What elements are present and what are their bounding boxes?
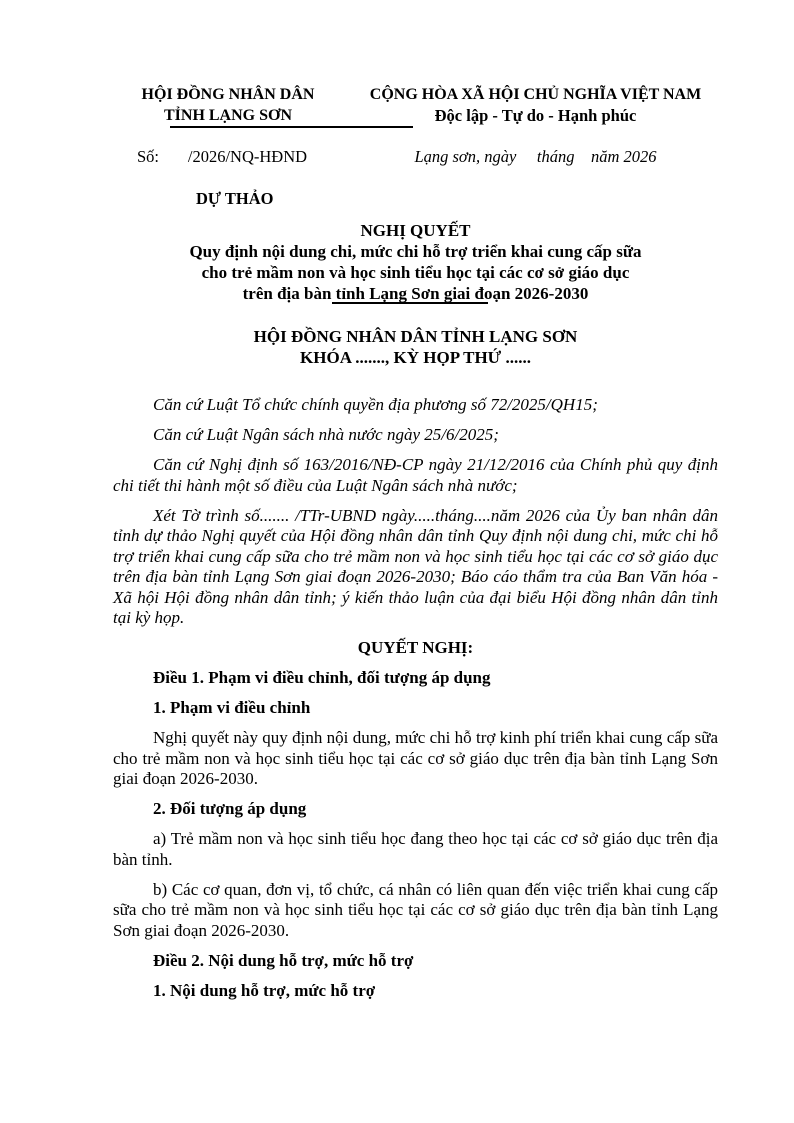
- article-heading: Điều 1. Phạm vi điều chỉnh, đối tượng áp dụng: [153, 668, 491, 687]
- national-motto: Độc lập - Tự do - Hạnh phúc: [434, 106, 637, 125]
- submission-review-paragraph: Xét Tờ trình số....... /TTr-UBND ngày.....tháng....năm 2026 của Ủy ban nhân dân tỉnh dự thảo Nghị quyết của Hội đồng nhân dân tỉnh Quy định nội dung chi, mức chi hỗ trợ triển khai cung cấp sữa cho trẻ mầm non và học sinh tiểu học tại các cơ sở giáo dục trên địa bàn tỉnh Lạng Sơn giai đoạn 2026-2030; Báo cáo thẩm tra của Ban Văn hóa - Xã hội Hội đồng nhân dân tỉnh; ý kiến thảo luận của đại biểu Hội đồng nhân dân tỉnh tại kỳ họp.: [113, 505, 718, 627]
- document-number: Số: /2026/NQ-HĐND: [137, 147, 308, 166]
- authority-underline-rule: [170, 126, 413, 128]
- national-motto-block: [353, 84, 718, 126]
- legal-basis-paragraph: Căn cứ Luật Tổ chức chính quyền địa phương số 72/2025/QH15;: [153, 395, 598, 414]
- body-paragraph: Nghị quyết này quy định nội dung, mức chi hỗ trợ kinh phí triển khai cung cấp sữa cho trẻ mầm non và học sinh tiểu học tại các cơ sở giáo dục trên địa bàn tỉnh Lạng Sơn giai đoạn 2026-2030.: [113, 728, 718, 788]
- document-title-block: [113, 220, 718, 304]
- document-header: [113, 84, 718, 126]
- resolving-authority-name: HỘI ĐỒNG NHÂN DÂN TỈNH LẠNG SƠN: [253, 327, 578, 346]
- legal-basis-paragraph: Căn cứ Nghị định số 163/2016/NĐ-CP ngày 21/12/2016 của Chính phủ quy định chi tiết thi hành một số điều của Luật Ngân sách nhà nước;: [113, 455, 718, 495]
- preamble-section: [113, 395, 718, 629]
- draft-label: DỰ THẢO: [196, 189, 274, 208]
- session-line: KHÓA ......., KỲ HỌP THỨ ......: [300, 348, 531, 367]
- body-paragraph: b) Các cơ quan, đơn vị, tổ chức, cá nhân có liên quan đến việc triển khai cung cấp sữa cho trẻ mầm non và học sinh tiểu học tại các cơ sở giáo dục trên địa bàn tỉnh Lạng Sơn giai đoạn 2026-2030.: [113, 879, 718, 940]
- legal-basis-paragraph: Căn cứ Luật Ngân sách nhà nước ngày 25/6/2025;: [153, 425, 499, 444]
- resolution-heading: QUYẾT NGHỊ:: [357, 638, 474, 657]
- article-heading: Điều 2. Nội dung hỗ trợ, mức hỗ trợ: [153, 950, 414, 970]
- document-title-line-3: trên địa bàn tỉnh Lạng Sơn giai đoạn 2026-2030: [242, 284, 589, 303]
- number-and-date-row: [113, 146, 718, 167]
- resolving-authority-block: [113, 326, 718, 368]
- national-title: CỘNG HÒA XÃ HỘI CHỦ NGHĨA VIỆT NAM: [369, 86, 702, 103]
- clause-heading: 1. Nội dung hỗ trợ, mức hỗ trợ: [153, 980, 376, 1000]
- place-and-date-line: Lạng sơn, ngày tháng năm 2026: [414, 147, 657, 166]
- document-title-line-1: Quy định nội dung chi, mức chi hỗ trợ triển khai cung cấp sữa: [189, 242, 642, 261]
- clause-heading: 1. Phạm vi điều chỉnh: [153, 698, 311, 717]
- document-title-line-2: cho trẻ mầm non và học sinh tiểu học tại các cơ sở giáo dục: [201, 263, 630, 282]
- clause-heading: 2. Đối tượng áp dụng: [153, 799, 307, 818]
- issuing-authority-province: TỈNH LẠNG SƠN: [163, 107, 293, 124]
- resolution-body: [113, 638, 718, 1001]
- issuing-authority-block: [113, 84, 343, 126]
- title-underline-rule: [332, 302, 488, 304]
- body-paragraph: a) Trẻ mầm non và học sinh tiểu học đang theo học tại các cơ sở giáo dục trên địa bàn tỉnh.: [113, 829, 718, 869]
- issuing-authority-name: HỘI ĐỒNG NHÂN DÂN: [141, 86, 315, 103]
- document-type-heading: NGHỊ QUYẾT: [360, 221, 471, 240]
